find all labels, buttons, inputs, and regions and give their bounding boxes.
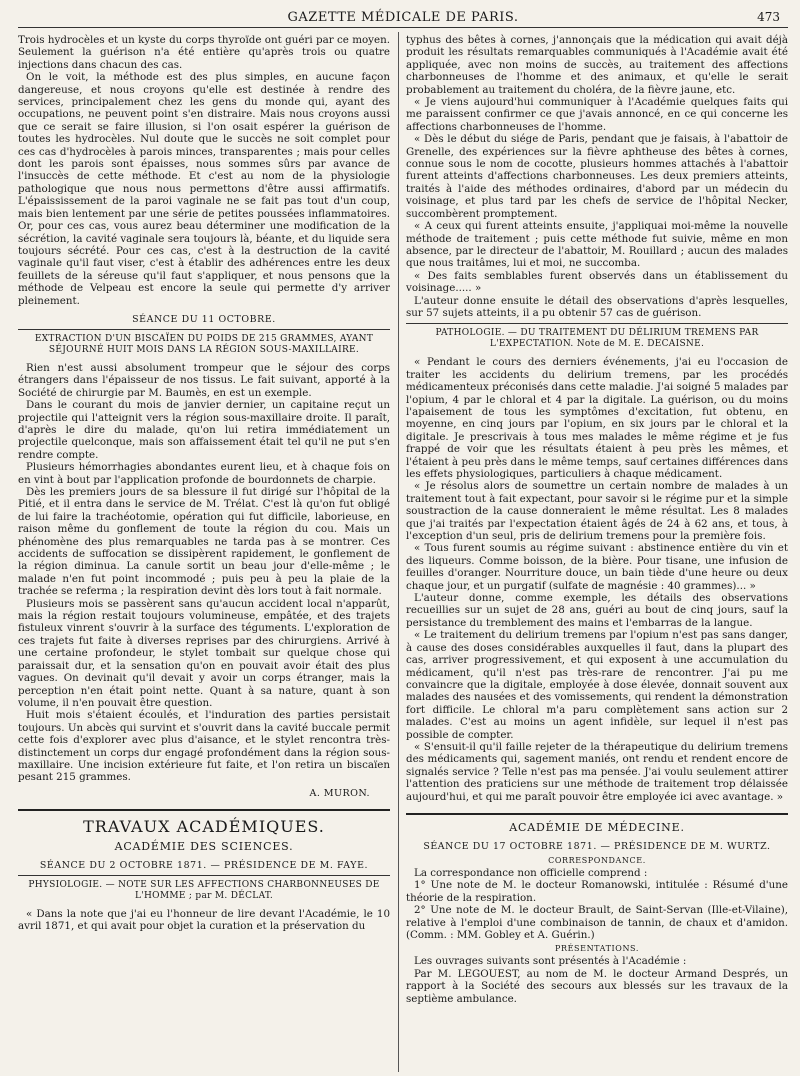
academy-heading: ACADÉMIE DES SCIENCES.: [114, 839, 294, 853]
section-heading: SÉANCE DU 11 OCTOBRE.: [132, 313, 276, 325]
rule: [406, 323, 788, 324]
left-column: [18, 34, 390, 1069]
session-heading: SÉANCE DU 17 OCTOBRE 1871. — PRÉSIDENCE DE M. WURTZ.: [423, 840, 771, 852]
paragraph: « Dès le début du siége de Paris, pendant que je faisais, à l'abattoir de Grenelle, des expériences sur la fièvre aphtheuse des bêtes à cornes, connue sous le nom de cocotte, plusieurs hommes attachés à l'abattoir furent atteints d'affections charbonneuses. Les deux premiers atteints, traités à l'aide des méthodes ordinaires, d'abord par un médecin du voisinage, et plus tard par les chefs de service de l'hôpital Necker, succombèrent promptement.: [406, 133, 788, 220]
rule: [18, 329, 390, 330]
paragraph: Plusieurs hémorrhagies abondantes eurent lieu, et à chaque fois on en vint à bout par l'application profonde de bourdonnets de charpie.: [18, 461, 390, 486]
paragraph: Dans le courant du mois de janvier dernier, un capitaine reçut un projectile qui l'atteignit vers la région sous-maxillaire droite. Il paraît, d'après le dire du malade, qu'on lui retira immédiatement un projectile quelconque, mais son affaissement était tel qu'il ne put s'en rendre compte.: [18, 399, 390, 461]
paragraph: Trois hydrocèles et un kyste du corps thyroïde ont guéri par ce moyen. Seulement la guérison n'a été entière qu'après trois ou quatre injections dans chacun des cas.: [18, 34, 390, 71]
paragraph: L'auteur donne, comme exemple, les détails des observations recueillies sur un sujet de 28 ans, guéri au bout de cinq jours, sauf la persistance du tremblement des mains et l'embarras de la langue.: [406, 592, 788, 629]
paragraph: « Dans la note que j'ai eu l'honneur de lire devant l'Académie, le 10 avril 1871, et qui avait pour objet la curation et la préservation du: [18, 907, 390, 933]
paragraph: Les ouvrages suivants sont présentés à l'Académie :: [414, 955, 687, 968]
rule: [18, 875, 390, 876]
paragraph: « Je viens aujourd'hui communiquer à l'Académie quelques faits qui me paraissent confirmer ce que j'avais annoncé, en ce qui concerne les affections charbonneuses de l'homme.: [406, 96, 788, 133]
paragraph: « Le traitement du delirium tremens par l'opium n'est pas sans danger, à cause des doses considérables auxquelles il faut, dans la plupart des cas, arriver progressivement, et qui exposent à une accumulation du médicament, qu'il n'est pas très-rare de rencontrer. J'ai pu me convaincre que la digitale, employée à dose élevée, donnait souvent aux malades des nausées et des vomissements, qui rendent la démonstration fort difficile. Le chloral m'a paru complètement sans action sur 2 malades. C'est au moins un agent infidèle, sur lequel il n'est pas possible de compter.: [406, 629, 788, 741]
paragraph: Dès les premiers jours de sa blessure il fut dirigé sur l'hôpital de la Pitié, et il entra dans le service de M. Trélat. C'est là qu'on fut obligé de lui faire la trachéotomie, opération qui fut difficile, laborieuse, en raison même du gonflement de toute la région du cou. Mais un phénomène des plus remarquables ne tarda pas à se montrer. Ces accidents de suffocation se dissipèrent rapidement, le gonflement de la région diminua. La canule sortit un beau jour d'elle-même ; le malade n'en fut point incommodé ; puis peu à peu la plaie de la trachée se referma ; la respiration devint dès lors tout à fait normale.: [18, 486, 390, 598]
paragraph: « A ceux qui furent atteints ensuite, j'appliquai moi-même la nouvelle méthode de traitement ; puis cette méthode fut suivie, même en mon absence, par le directeur de l'abattoir, M. Rouillard ; aucun des malades que nous traitâmes, lui et moi, ne succomba.: [406, 220, 788, 270]
column-divider: [398, 32, 399, 1072]
paragraph: Par M. LEGOUEST, au nom de M. le docteur Armand Després, un rapport à la Société des secours aux blessés sur les travaux de la septième ambulance.: [406, 967, 788, 1005]
paragraph: L'auteur donne ensuite le détail des observations d'après lesquelles, sur 57 sujets atteints, il a pu obtenir 57 cas de guérison.: [406, 294, 788, 319]
session-heading: SÉANCE DU 2 OCTOBRE 1871. — PRÉSIDENCE DE M. FAYE.: [39, 859, 369, 871]
paragraph: On le voit, la méthode est des plus simples, en aucune façon dangereuse, et nous croyons qu'elle est destinée à rendre des services, principalement chez les gens du monde qui, ayant des occupations, ne peuvent point s'en distraire. Mais nous croyons aussi que ce serait se faire illusion, si l'on osait espérer la guérison de toutes les hydrocèles. Nul doute que le succès ne soit complet pour ces cas d'hydrocèles à parois minces, transparentes ; mais pour celles dont les parois sont épaisses, nous sommes sûrs par avance de l'insuccès de cette méthode. Et c'est au nom de la physiologie pathologique que nous nous permettons d'être aussi affirmatifs. L'épaississement de la paroi vaginale ne se fait pas tout d'un coup, mais bien lentement par une série de petites poussées inflammatoires. Or, pour ces cas, vous aurez beau déterminer une modification de la sécrétion, la cavité vaginale sera toujours là, béante, et du liquide sera toujours sécrété. Pour ces cas, c'est à la destruction de la cavité vaginale qu'il faut viser, c'est à établir des adhérences entre les deux feuillets de la séreuse qu'il faut s'appliquer, et nous pensons que la méthode de Velpeau est encore la seule qui permette d'y arriver pleinement.: [18, 71, 390, 307]
article-title: EXTRACTION D'UN BISCAÏEN DU POIDS DE 215 GRAMMES, AYANT SÉJOURNÉ HUIT MOIS DANS LA RÉGION SOUS-MAXILLAIRE.: [34, 333, 374, 355]
section-title: TRAVAUX ACADÉMIQUES.: [83, 816, 325, 836]
right-column: [406, 34, 788, 1069]
paragraph: « Pendant le cours des derniers événements, j'ai eu l'occasion de traiter les accidents du delirium tremens, par les procédés médicamenteux préconisés dans cette maladie. J'ai soigné 5 malades par l'opium, 4 par le chloral et 4 par la digitale. La guérison, ou du moins l'apaisement de tous les symptômes d'excitation, fut obtenu, en moyenne, en cinq jours par l'opium, en six jours par le chloral et la digitale. Je prescrivais à tous mes malades le même régime et je fus frappé de voir que les résultats étaient à peu près les mêmes, et l'étaient à peu près dans le même temps, sauf certaines différences dans les effets physiologiques, particuliers à chaque médicament.: [406, 356, 788, 480]
page-header: [18, 8, 788, 28]
subsection-heading: PRÉSENTATIONS.: [555, 944, 639, 954]
rule: [406, 813, 788, 815]
paragraph: « S'ensuit-il qu'il faille rejeter de la thérapeutique du delirium tremens des médicaments qui, sagement maniés, ont rendu et rendent encore de signalés service ? Telle n'est pas ma pensée. J'ai voulu seulement attirer l'attention des praticiens sur une méthode de traitement trop délaissée aujourd'hui, et qui me paraît pouvoir être employée ici avec avantage. »: [406, 740, 788, 803]
paragraph: « Tous furent soumis au régime suivant : abstinence entière du vin et des liqueurs. Comme boisson, de la bière. Pour tisane, une infusion de feuilles d'oranger. Nourriture douce, un bain tiède d'une heure ou deux chaque jour, et un purgatif (sulfate de magnésie : 40 grammes)... »: [406, 542, 788, 592]
journal-title: GAZETTE MÉDICALE DE PARIS.: [287, 10, 519, 25]
subsection-heading: CORRESPONDANCE.: [548, 855, 646, 865]
newspaper-page: [18, 8, 788, 1068]
rule: [18, 809, 390, 811]
paragraph: 2° Une note de M. le docteur Brault, de Saint-Servan (Ille-et-Vilaine), relative à l'emploi d'une combinaison de tannin, de chaux et d'amidon. (Comm. : MM. Gobley et A. Guérin.): [406, 904, 788, 941]
article-title: PHYSIOLOGIE. — NOTE SUR LES AFFECTIONS CHARBONNEUSES DE L'HOMME ; par M. DÉCLAT.: [28, 879, 380, 901]
page-number: 473: [757, 10, 780, 24]
paragraph: La correspondance non officielle comprend :: [414, 866, 648, 879]
paragraph: typhus des bêtes à cornes, j'annonçais que la médication qui avait déjà produit les résultats remarquables communiqués à l'Académie avait été appliquée, avec non moins de succès, au traitement des affections charbonneuses de l'homme et des animaux, et qu'elle le serait probablement au traitement du choléra, de la fièvre jaune, etc.: [406, 34, 788, 96]
paragraph: Plusieurs mois se passèrent sans qu'aucun accident local n'apparût, mais la région restait toujours volumineuse, empâtée, et des trajets fistuleux vinrent s'ouvrir à la surface des téguments. L'exploration de ces trajets fut faite à diverses reprises par des chirurgiens. Arrivé à une certaine profondeur, le stylet tombait sur quelque chose qui paraissait dur, et la sensation qu'on en pouvait avoir était des plus vagues. On devinait qu'il devait y avoir un corps étranger, mais la perception n'en était point nette. Quant à sa nature, quant à son volume, il n'en pouvait être question.: [18, 597, 390, 709]
author-signature: A. MURON.: [309, 787, 370, 799]
paragraph: Huit mois s'étaient écoulés, et l'induration des parties persistait toujours. Un abcès qui survint et s'ouvrit dans la cavité buccale permit cette fois d'explorer avec plus d'aisance, et le stylet rencontra très-distinctement un corps dur engagé profondément dans la région sous-maxillaire. Une incision extérieure fut faite, et l'on retira un biscaïen pesant 215 grammes.: [18, 709, 390, 784]
paragraph: Rien n'est aussi absolument trompeur que le séjour des corps étrangers dans l'épaisseur de nos tissus. Le fait suivant, apporté à la Société de chirurgie par M. Baumès, en est un exemple.: [18, 361, 390, 399]
article-title: PATHOLOGIE. — DU TRAITEMENT DU DÉLIRIUM TREMENS PAR L'EXPECTATION. Note de M. E. DECAISNE.: [435, 328, 759, 350]
paragraph: « Des faits semblables furent observés dans un établissement du voisinage..... »: [406, 269, 788, 295]
academy-heading: ACADÉMIE DE MÉDECINE.: [509, 820, 685, 834]
paragraph: « Je résolus alors de soumettre un certain nombre de malades à un traitement tout à fait expectant, pour savoir si le régime pur et la simple soustraction de la cause donneraient le même résultat. Les 8 malades que j'ai traités par l'expectation étaient âgés de 24 à 62 ans, et tous, à l'exception d'un seul, pris de delirium tremens pour la première fois.: [406, 480, 788, 543]
paragraph: 1° Une note de M. le docteur Romanowski, intitulée : Résumé d'une théorie de la respiration.: [406, 879, 788, 904]
